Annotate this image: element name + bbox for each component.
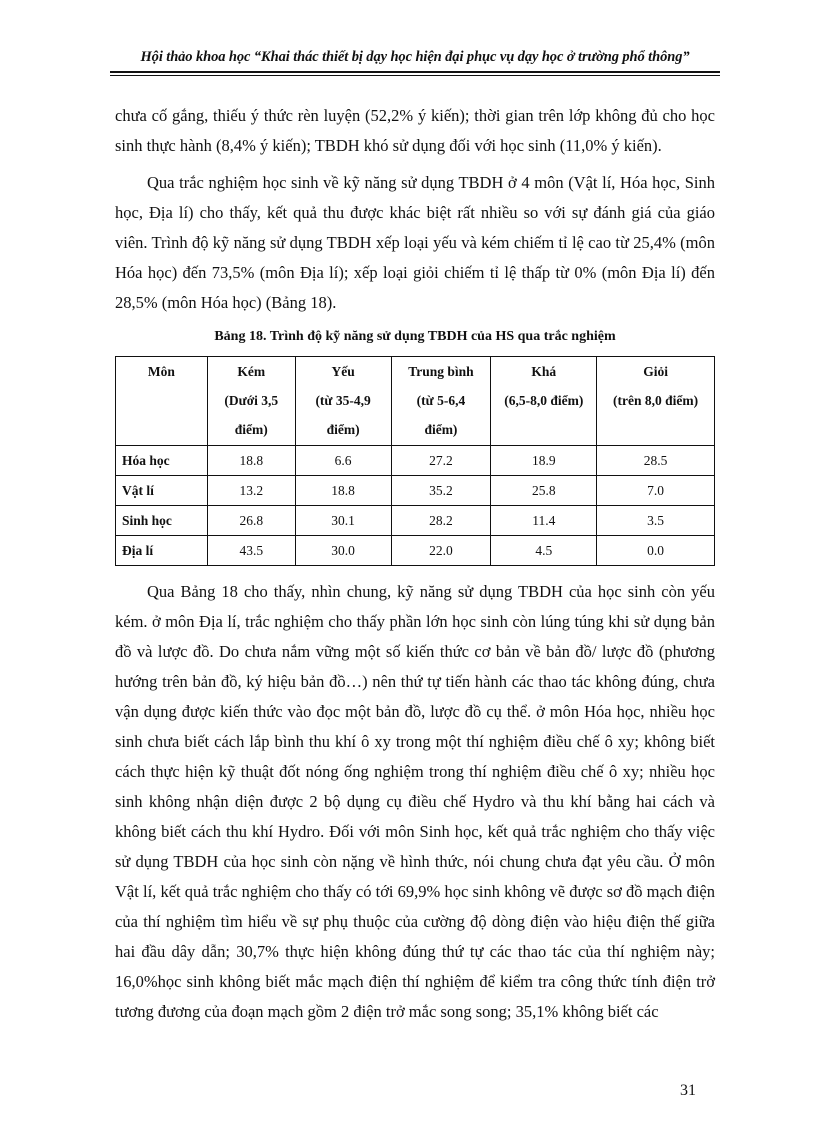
cell-weak: 30.1 <box>295 506 391 536</box>
header-good-range: (6,5-8,0 điểm) <box>504 393 584 408</box>
paragraph-analysis: Qua Bảng 18 cho thấy, nhìn chung, kỹ năng sử dụng TBDH của học sinh còn yếu kém. ở môn Địa lí, trắc nghiệm cho thấy phần lớn học sinh còn lúng túng khi sử dụng bản đồ và lược đồ. Do chưa nắm vững một số kiến thức cơ bản về bản đồ/ lược đồ (phương hướng trên bản đồ, ký hiệu bản đồ…) nên thứ tự tiến hành các thao tác không đúng, chưa vận dụng được kiến thức vào đọc một bản đồ, lược đồ cụ thể. ở môn Hóa học, nhiều học sinh chưa biết cách lắp bình thu khí ô xy trong một thí nghiệm điều chế ô xy; không biết cách thực hiện kỹ thuật đốt nóng ống nghiệm trong thí nghiệm điều chế ô xy; nhiều học sinh không nhận diện được 2 bộ dụng cụ điều chế Hydro và thu khí bằng hai cách và không biết cách thu khí Hydro. Đối với môn Sinh học, kết quả trắc nghiệm cho thấy việc sử dụng TBDH của học sinh còn nặng về hình thức, nói chung chưa đạt yêu cầu. Ở môn Vật lí, kết quả trắc nghiệm cho thấy có tới 69,9% học sinh không vẽ được sơ đồ mạch điện của thí nghiệm tìm hiểu về sự phụ thuộc của cường độ dòng điện vào hiệu điện thế giữa hai đầu dây dẫn; 30,7% thực hiện không đúng thứ tự các thao tác của thí nghiệm này; 16,0%học sinh không biết mắc mạch điện thí nghiệm để kiểm tra công thức tính điện trở tương đương của đoạn mạch gồm 2 điện trở mắc song song; 35,1% không biết các <box>115 582 715 1021</box>
header-poor-range: (Dưới 3,5 <box>224 393 279 408</box>
header-average-range: (từ 5-6,4 <box>416 393 466 408</box>
header-poor-unit: điểm) <box>234 422 268 437</box>
cell-average: 28.2 <box>391 506 491 536</box>
cell-poor: 18.8 <box>207 446 295 476</box>
cell-weak: 30.0 <box>295 536 391 566</box>
header-subject <box>116 357 208 446</box>
page-body <box>115 101 715 1027</box>
skill-level-table <box>115 356 715 566</box>
paragraph-survey-results: Qua trắc nghiệm học sinh về kỹ năng sử dụng TBDH ở 4 môn (Vật lí, Hóa học, Sinh học, Địa lí) cho thấy, kết quả thu được khác biệt rất nhiều so với sự đánh giá của giáo viên. Trình độ kỹ năng sử dụng TBDH xếp loại yếu và kém chiếm tỉ lệ cao từ 25,4% (môn Hóa học) đến 73,5% (môn Địa lí); xếp loại giỏi chiếm tỉ lệ thấp từ 0% (môn Địa lí) đến 28,5% (môn Hóa học) (Bảng 18). <box>115 173 715 312</box>
cell-good: 11.4 <box>491 506 597 536</box>
header-poor <box>207 357 295 446</box>
header-weak <box>295 357 391 446</box>
cell-poor: 43.5 <box>207 536 295 566</box>
cell-subject: Vật lí <box>116 476 208 506</box>
cell-good: 25.8 <box>491 476 597 506</box>
cell-average: 35.2 <box>391 476 491 506</box>
cell-average: 22.0 <box>391 536 491 566</box>
table-row <box>116 506 715 536</box>
header-average <box>391 357 491 446</box>
cell-poor: 13.2 <box>207 476 295 506</box>
cell-weak: 6.6 <box>295 446 391 476</box>
cell-poor: 26.8 <box>207 506 295 536</box>
cell-excellent: 3.5 <box>597 506 715 536</box>
cell-excellent: 28.5 <box>597 446 715 476</box>
table-row <box>116 536 715 566</box>
cell-weak: 18.8 <box>295 476 391 506</box>
cell-subject: Sinh học <box>116 506 208 536</box>
paragraph-continued: chưa cố gắng, thiếu ý thức rèn luyện (52,2% ý kiến); thời gian trên lớp không đủ cho học sinh thực hành (8,4% ý kiến); TBDH khó sử dụng đối với học sinh (11,0% ý kiến). <box>115 106 715 155</box>
header-rule-secondary <box>110 75 720 76</box>
header-rule <box>110 71 720 73</box>
header-excellent-range: (trên 8,0 điểm) <box>613 393 699 408</box>
cell-subject: Địa lí <box>116 536 208 566</box>
table-caption: Bảng 18. Trình độ kỹ năng sử dụng TBDH của HS qua trắc nghiệm <box>214 329 616 344</box>
header-weak-range: (từ 35-4,9 <box>315 393 371 408</box>
header-average-label: Trung bình <box>408 364 474 379</box>
header-subject-label: Môn <box>147 364 175 379</box>
header-average-unit: điểm) <box>424 422 458 437</box>
header-weak-label: Yếu <box>331 364 355 379</box>
header-weak-unit: điểm) <box>326 422 360 437</box>
header-excellent <box>597 357 715 446</box>
header-excellent-label: Giỏi <box>643 364 668 379</box>
cell-excellent: 0.0 <box>597 536 715 566</box>
cell-subject: Hóa học <box>116 446 208 476</box>
cell-excellent: 7.0 <box>597 476 715 506</box>
cell-good: 4.5 <box>491 536 597 566</box>
document-header: Hội thảo khoa học “Khai thác thiết bị dạy học hiện đại phục vụ dạy học ở trường phổ thông” <box>140 49 690 65</box>
table-header-row <box>116 357 715 446</box>
cell-good: 18.9 <box>491 446 597 476</box>
table-row <box>116 446 715 476</box>
header-good <box>491 357 597 446</box>
page-number: 31 <box>680 1082 696 1099</box>
cell-average: 27.2 <box>391 446 491 476</box>
header-good-label: Khá <box>531 364 557 379</box>
table-row <box>116 476 715 506</box>
header-poor-label: Kém <box>237 364 266 379</box>
